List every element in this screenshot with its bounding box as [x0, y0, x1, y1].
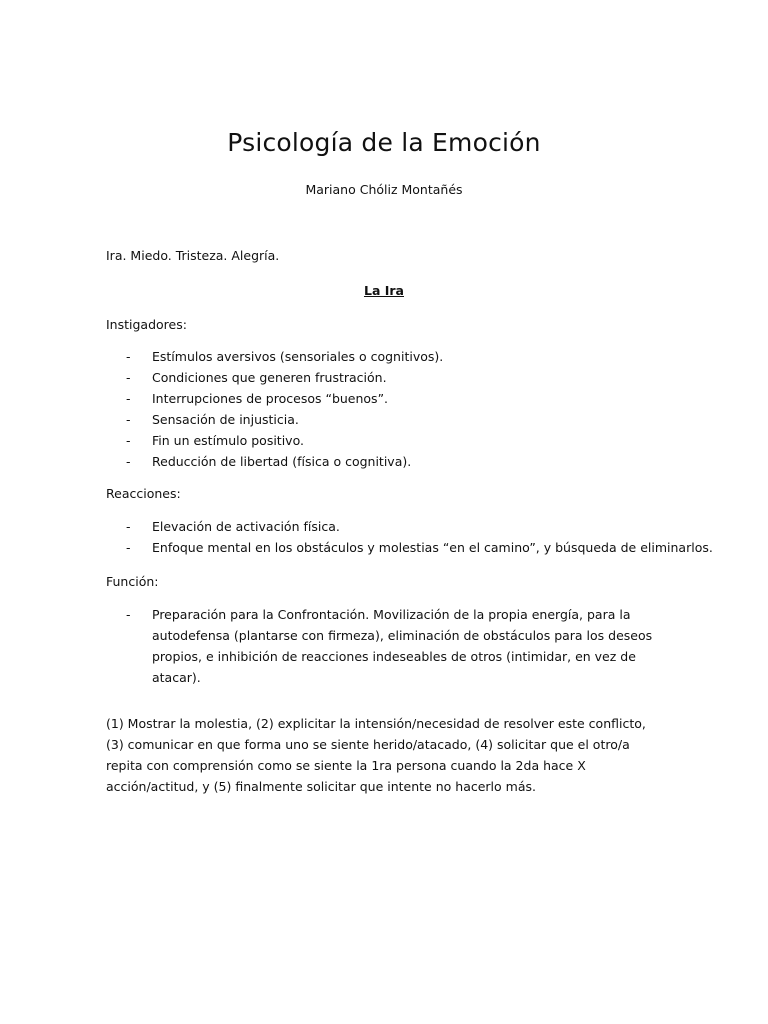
bullet-dash: -: [126, 370, 131, 385]
document-title: Psicología de la Emoción: [227, 128, 541, 157]
list-item-text: Enfoque mental en los obstáculos y molestias “en el camino”, y búsqueda de eliminarlos.: [152, 540, 713, 555]
bullet-dash: -: [126, 540, 131, 555]
bullet-dash: -: [126, 519, 131, 534]
bullet-dash: -: [126, 454, 131, 469]
list-item: [126, 537, 713, 558]
bullet-dash: -: [126, 391, 131, 406]
list-item-text: Sensación de injusticia.: [152, 412, 299, 427]
list-item: [126, 388, 443, 409]
closing-paragraph: (1) Mostrar la molestia, (2) explicitar la intensión/necesidad de resolver este conflicto, (3) comunicar en que forma uno se siente herido/atacado, (4) solicitar que el otro/a repita con comprensión como se siente la 1ra persona cuando la 2da hace X acción/actitud, y (5) finalmente solicitar que intente no hacerlo más.: [106, 716, 646, 794]
list-item: [126, 409, 443, 430]
list-item-text: Elevación de activación física.: [152, 519, 340, 534]
list-item-text: Fin un estímulo positivo.: [152, 433, 304, 448]
list-item: [126, 451, 443, 472]
list-item: [126, 604, 662, 688]
list-item: [126, 430, 443, 451]
bullet-dash: -: [126, 412, 131, 427]
funcion-list: [126, 604, 662, 688]
list-item-text: Preparación para la Confrontación. Movilización de la propia energía, para la autodefensa (plantarse con firmeza), eliminación de obstáculos para los deseos propios, e inhibición de reacciones indeseables de otros (intimidar, en vez de atacar).: [152, 607, 653, 685]
intro-line: Ira. Miedo. Tristeza. Alegría.: [106, 248, 280, 263]
instigadores-label: Instigadores:: [106, 317, 187, 332]
bullet-dash: -: [126, 349, 131, 364]
list-item: [126, 516, 713, 537]
list-item-text: Reducción de libertad (física o cognitiva).: [152, 454, 412, 469]
list-item-text: Condiciones que generen frustración.: [152, 370, 387, 385]
bullet-dash: -: [126, 433, 131, 448]
bullet-dash: -: [126, 607, 131, 622]
funcion-label: Función:: [106, 574, 159, 589]
section-heading: La Ira: [363, 283, 404, 298]
instigadores-list: [126, 346, 443, 472]
reacciones-label: Reacciones:: [106, 486, 181, 501]
document-author: Mariano Chóliz Montañés: [305, 182, 463, 197]
list-item-text: Estímulos aversivos (sensoriales o cognitivos).: [152, 349, 444, 364]
list-item: [126, 367, 443, 388]
list-item: [126, 346, 443, 367]
list-item-text: Interrupciones de procesos “buenos”.: [152, 391, 389, 406]
reacciones-list: [126, 516, 713, 558]
